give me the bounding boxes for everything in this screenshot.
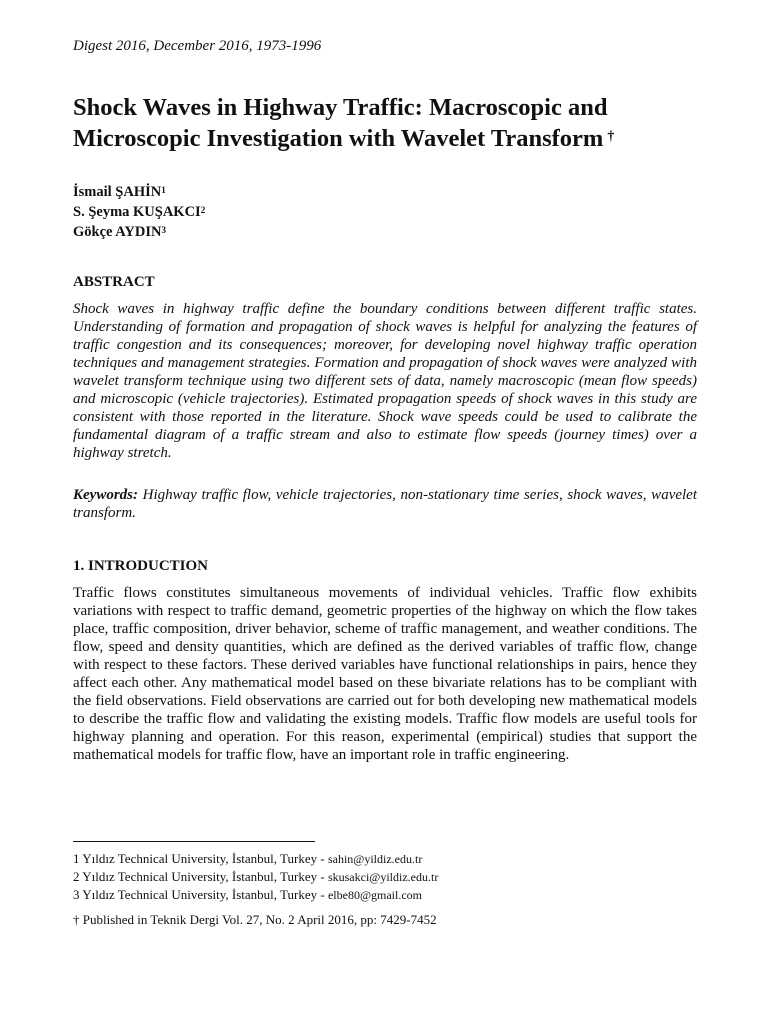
- author-affiliation-mark: 1: [161, 185, 166, 195]
- author-name: S. Şeyma KUŞAKCI: [73, 204, 201, 220]
- title-line-2-text: Microscopic Investigation with Wavelet Transform: [73, 125, 604, 152]
- footnote-divider: [73, 841, 315, 842]
- footnote-affiliation: 3 Yıldız Technical University, İstanbul, Turkey -: [73, 887, 328, 902]
- keywords: [73, 486, 697, 522]
- author-3: [73, 222, 205, 242]
- title-line-1: Shock Waves in Highway Traffic: Macroscopic and: [73, 94, 608, 121]
- author-1: [73, 182, 205, 202]
- introduction-heading: 1. INTRODUCTION: [73, 558, 209, 574]
- author-affiliation-mark: 2: [200, 205, 206, 215]
- paper-title: [73, 92, 713, 154]
- footnote-1: [73, 850, 438, 868]
- title-line-2: [73, 123, 713, 154]
- footnote-2: [73, 868, 438, 886]
- publication-note: † Published in Teknik Dergi Vol. 27, No. 2 April 2016, pp: 7429-7452: [73, 912, 437, 927]
- footnote-email[interactable]: sahin@yildiz.edu.tr: [327, 852, 423, 866]
- footnotes: [73, 850, 438, 904]
- footnote-affiliation: 2 Yıldız Technical University, İstanbul, Turkey -: [73, 869, 328, 884]
- author-list: [73, 182, 205, 242]
- author-2: [73, 202, 205, 222]
- author-name: Gökçe AYDIN: [73, 224, 162, 240]
- introduction-text: Traffic flows constitutes simultaneous movements of individual vehicles. Traffic flow exhibits variations with respect to traffic demand, geometric properties of the highway on which the flow takes place, traffic composition, driver behavior, scheme of traffic management, and weather conditions. The flow, speed and density quantities, which are defined as the derived variables of traffic flow, change with respect to these factors. These derived variables have functional relationships in pairs, hence they affect each other. Any mathematical model based on these bivariate relations has to be compliant with the field observations. Field observations are carried out for both developing new mathematical models to describe the traffic flow and validating the existing models. Traffic flow models are useful tools for highway planning and operation. For this reason, experimental (empirical) studies that support the mathematical models for traffic flow, have an important role in traffic engineering.: [73, 585, 697, 763]
- abstract-heading: ABSTRACT: [73, 274, 155, 290]
- footnote-email[interactable]: skusakci@yildiz.edu.tr: [327, 870, 439, 884]
- author-name: İsmail ŞAHİN: [73, 184, 162, 200]
- footnote-email[interactable]: elbe80@gmail.com: [327, 888, 422, 902]
- footnote-3: [73, 886, 438, 904]
- abstract-text: Shock waves in highway traffic define the boundary conditions between different traffic states. Understanding of formation and propagation of shock waves is helpful for analyzing the features of traffic congestion and its consequences; moreover, for developing novel highway traffic operation techniques and management strategies. Formation and propagation of shock waves were analyzed with wavelet transform technique using two different sets of data, namely macroscopic (mean flow speeds) and microscopic (vehicle trajectories). Estimated propagation speeds of shock waves in this study are consistent with those reported in the literature. Shock wave speeds could be used to calibrate the fundamental diagram of a traffic stream and also to estimate flow speeds (journey times) over a highway stretch.: [73, 301, 697, 461]
- keywords-label: Keywords:: [73, 487, 138, 503]
- author-affiliation-mark: 3: [161, 225, 166, 235]
- journal-citation: Digest 2016, December 2016, 1973-1996: [73, 38, 322, 54]
- footnote-affiliation: 1 Yıldız Technical University, İstanbul, Turkey -: [73, 851, 328, 866]
- keywords-text: Highway traffic flow, vehicle trajectories, non-stationary time series, shock waves, wavelet transform.: [73, 487, 697, 521]
- title-dagger-mark: †: [607, 129, 615, 144]
